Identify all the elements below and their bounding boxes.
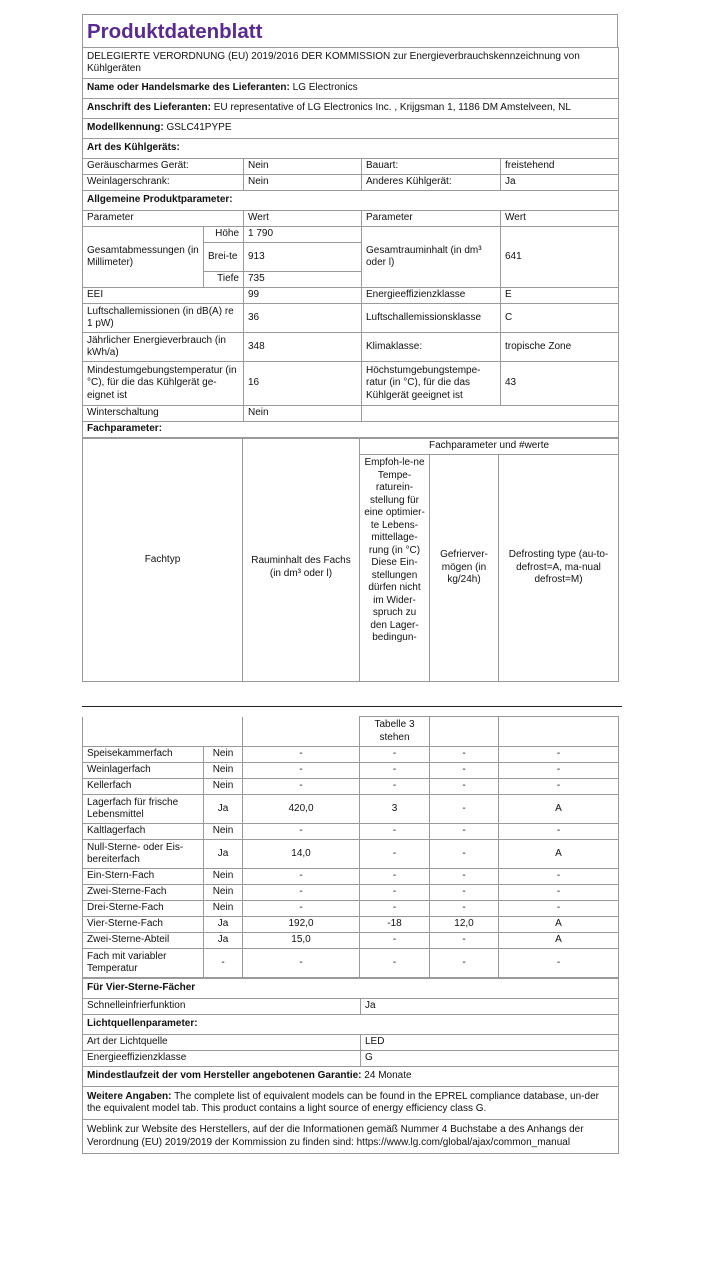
noise-value: 36 — [244, 304, 362, 333]
compartment-volume: - — [243, 869, 360, 885]
compartment-name: Kaltlagerfach — [83, 824, 204, 840]
compartment-freeze: - — [430, 795, 499, 824]
fast-freeze-label: Schnelleinfrierfunktion — [83, 999, 361, 1015]
annual-energy-value: 348 — [244, 333, 362, 362]
design-value: freistehend — [501, 159, 619, 175]
warranty-label: Mindestlaufzeit der vom Hersteller angebotenen Garantie: — [87, 1070, 362, 1082]
height-value: 1 790 — [244, 227, 362, 243]
compartment-present: Nein — [204, 763, 243, 779]
other-appliance-label: Anderes Kühlgerät: — [362, 175, 501, 191]
total-volume-value: 641 — [501, 227, 619, 288]
weblink-text: Weblink zur Website des Herstellers, auf der die Informationen gemäß Nummer 4 Buchstabe a des Anhangs der Verordnung (EU) 2019/2019 der Kommission zu finden sind: — [87, 1124, 584, 1148]
compartment-name: Vier-Sterne-Fach — [83, 917, 204, 933]
compartment-present: Nein — [204, 869, 243, 885]
datasheet-table-1 — [82, 47, 619, 438]
compartment-defrost: A — [499, 840, 619, 869]
low-noise-value: Nein — [244, 159, 362, 175]
compartment-name: Lagerfach für frische Lebensmittel — [83, 795, 204, 824]
design-label: Bauart: — [362, 159, 501, 175]
compartment-defrost: - — [499, 763, 619, 779]
compartment-defrost: A — [499, 795, 619, 824]
light-heading: Lichtquellenparameter: — [83, 1015, 619, 1035]
compartment-defrost: - — [499, 824, 619, 840]
compartment-name: Null-Sterne- oder Eis-bereiterfach — [83, 840, 204, 869]
compartment-defrost: - — [499, 949, 619, 978]
compartment-present: Nein — [204, 885, 243, 901]
compartment-row — [83, 779, 619, 795]
compartment-temp: - — [360, 747, 430, 763]
weblink-row — [83, 1120, 619, 1154]
width-value: 913 — [244, 243, 362, 272]
compartment-row — [83, 747, 619, 763]
compartment-name: Kellerfach — [83, 779, 204, 795]
compartment-temp: - — [360, 763, 430, 779]
compartment-volume: 14,0 — [243, 840, 360, 869]
regulation-text: DELEGIERTE VERORDNUNG (EU) 2019/2016 DER KOMMISSION zur Energieverbrauchskennzeichnung von Kühlgeräten — [83, 48, 619, 79]
compartment-present: Ja — [204, 917, 243, 933]
supplier-name-row — [83, 79, 619, 99]
noise-label: Luftschallemissionen (in dB(A) re 1 pW) — [83, 304, 244, 333]
compartment-row — [83, 933, 619, 949]
datasheet-title-box — [82, 14, 618, 47]
compartment-defrost: - — [499, 779, 619, 795]
compartment-temp: - — [360, 949, 430, 978]
compartment-group-header: Fachparameter und #werte — [360, 439, 619, 455]
additional-info-text: The complete list of equivalent models can be found in the EPREL compliance database, un-der the equivalent model tab. This product contains a light source of energy efficiency class G. — [87, 1090, 599, 1114]
empty-cell — [499, 717, 619, 747]
low-noise-label: Geräuscharmes Gerät: — [83, 159, 244, 175]
general-col-value-2: Wert — [501, 211, 619, 227]
compartment-volume: 420,0 — [243, 795, 360, 824]
total-volume-label: Gesamtrauminhalt (in dm³ oder l) — [362, 227, 501, 288]
product-datasheet — [82, 14, 618, 682]
page-title: Produktdatenblatt — [87, 20, 263, 43]
min-temp-label: Mindestumgebungstemperatur (in °C), für die das Kühlgerät ge-eignet ist — [83, 362, 244, 406]
model-label: Modellkennung: — [87, 122, 164, 134]
min-temp-value: 16 — [244, 362, 362, 406]
compartment-name: Fach mit variabler Temperatur — [83, 949, 204, 978]
energy-class-value: E — [501, 288, 619, 304]
additional-info-row — [83, 1087, 619, 1120]
light-class-value: G — [361, 1051, 619, 1067]
compartment-temp: -18 — [360, 917, 430, 933]
wine-cabinet-label: Weinlagerschrank: — [83, 175, 244, 191]
winter-switch-value: Nein — [244, 406, 362, 422]
compartment-volume: 192,0 — [243, 917, 360, 933]
compartment-defrost: A — [499, 933, 619, 949]
compartment-temp: - — [360, 901, 430, 917]
energy-class-label: Energieeffizienzklasse — [362, 288, 501, 304]
supplier-address-label: Anschrift des Lieferanten: — [87, 102, 211, 114]
compartment-volume: - — [243, 779, 360, 795]
warranty-row — [83, 1067, 619, 1087]
compartment-row — [83, 901, 619, 917]
compartment-freeze: - — [430, 869, 499, 885]
compartment-freeze: - — [430, 901, 499, 917]
climate-class-label: Klimaklasse: — [362, 333, 501, 362]
compartment-row — [83, 885, 619, 901]
model-row — [83, 119, 619, 139]
compartment-name: Speisekammerfach — [83, 747, 204, 763]
compartment-freeze: - — [430, 747, 499, 763]
four-star-heading: Für Vier-Sterne-Fächer — [83, 979, 619, 999]
empty-cell — [362, 406, 619, 422]
compartment-defrost: - — [499, 869, 619, 885]
compartment-temp: - — [360, 779, 430, 795]
compartment-volume: - — [243, 949, 360, 978]
compartment-temp: - — [360, 869, 430, 885]
compartment-defrost: - — [499, 885, 619, 901]
compartment-defrost-header: Defrosting type (au-to-defrost=A, ma-nual defrost=M) — [499, 455, 619, 682]
climate-class-value: tropische Zone — [501, 333, 619, 362]
compartment-present: Nein — [204, 901, 243, 917]
page-break-line — [82, 706, 622, 707]
compartment-temp: 3 — [360, 795, 430, 824]
compartment-present: Nein — [204, 824, 243, 840]
compartment-temp: - — [360, 933, 430, 949]
light-type-label: Art der Lichtquelle — [83, 1035, 361, 1051]
other-appliance-value: Ja — [501, 175, 619, 191]
compartment-volume: 15,0 — [243, 933, 360, 949]
light-type-value: LED — [361, 1035, 619, 1051]
compartment-present: Ja — [204, 840, 243, 869]
fast-freeze-value: Ja — [361, 999, 619, 1015]
max-temp-value: 43 — [501, 362, 619, 406]
weblink-url[interactable]: https://www.lg.com/global/ajax/common_manual — [356, 1136, 571, 1148]
warranty-value: 24 Monate — [364, 1070, 412, 1082]
compartment-volume: - — [243, 885, 360, 901]
compartment-name: Ein-Stern-Fach — [83, 869, 204, 885]
max-temp-label: Höchstumgebungstempe-ratur (in °C), für die das Kühlgerät geeignet ist — [362, 362, 501, 406]
compartment-row — [83, 949, 619, 978]
compartment-row — [83, 917, 619, 933]
compartment-freeze: - — [430, 824, 499, 840]
annual-energy-label: Jährlicher Energieverbrauch (in kWh/a) — [83, 333, 244, 362]
depth-value: 735 — [244, 272, 362, 288]
compartment-temp-header-cont: Tabelle 3 stehen — [360, 717, 430, 747]
compartment-volume: - — [243, 763, 360, 779]
compartment-heading: Fachparameter: — [83, 422, 619, 438]
compartment-temp: - — [360, 824, 430, 840]
noise-class-label: Luftschallemissionsklasse — [362, 304, 501, 333]
supplier-address: EU representative of LG Electronics Inc. , Krijgsman 1, 1186 DM Amstelveen, NL — [213, 102, 571, 114]
compartment-freeze: - — [430, 885, 499, 901]
datasheet-table-2 — [82, 978, 619, 1154]
datasheet-continued — [82, 716, 618, 1154]
compartment-row — [83, 869, 619, 885]
compartment-present: Nein — [204, 747, 243, 763]
compartment-defrost: - — [499, 747, 619, 763]
height-label: Höhe — [204, 227, 244, 243]
width-label: Brei-te — [204, 243, 244, 272]
compartment-row — [83, 840, 619, 869]
general-col-param-2: Parameter — [362, 211, 501, 227]
general-col-param: Parameter — [83, 211, 244, 227]
dimensions-label: Gesamtabmessungen (in Millimeter) — [83, 227, 204, 288]
compartment-present: Ja — [204, 795, 243, 824]
wine-cabinet-value: Nein — [244, 175, 362, 191]
depth-label: Tiefe — [204, 272, 244, 288]
compartment-present: - — [204, 949, 243, 978]
compartment-temp-header: Empfoh-le-ne Tempe-raturein-stellung für eine optimier-te Lebens-mittellage-rung (in °C) Diese Ein-stellungen dürfen nicht im Wider-spruch zu den Lager-bedingun- — [360, 455, 430, 682]
empty-cell — [243, 717, 360, 747]
compartment-temp: - — [360, 885, 430, 901]
compartment-type-header: Fachtyp — [83, 439, 243, 682]
empty-cell — [430, 717, 499, 747]
additional-info-label: Weitere Angaben: — [87, 1090, 172, 1102]
empty-cell — [83, 717, 243, 747]
winter-switch-label: Winterschaltung — [83, 406, 244, 422]
appliance-type-heading: Art des Kühlgeräts: — [83, 139, 619, 159]
compartment-freeze: - — [430, 779, 499, 795]
compartment-freeze: 12,0 — [430, 917, 499, 933]
compartment-header-table — [82, 438, 619, 682]
general-col-value: Wert — [244, 211, 362, 227]
compartment-name: Drei-Sterne-Fach — [83, 901, 204, 917]
compartment-temp: - — [360, 840, 430, 869]
supplier-name-label: Name oder Handelsmarke des Lieferanten: — [87, 82, 290, 94]
eei-value: 99 — [244, 288, 362, 304]
compartment-volume-header: Rauminhalt des Fachs (in dm³ oder l) — [243, 455, 360, 682]
compartment-row — [83, 824, 619, 840]
supplier-name: LG Electronics — [292, 82, 358, 94]
general-heading: Allgemeine Produktparameter: — [83, 191, 619, 211]
supplier-address-row — [83, 99, 619, 119]
compartment-volume: - — [243, 901, 360, 917]
light-class-label: Energieeffizienzklasse — [83, 1051, 361, 1067]
compartment-present: Nein — [204, 779, 243, 795]
compartment-row — [83, 763, 619, 779]
compartment-defrost: - — [499, 901, 619, 917]
compartment-freeze: - — [430, 763, 499, 779]
compartment-freeze: - — [430, 933, 499, 949]
compartment-name: Weinlagerfach — [83, 763, 204, 779]
compartment-table — [82, 716, 619, 978]
compartment-name: Zwei-Sterne-Abteil — [83, 933, 204, 949]
compartment-freeze: - — [430, 840, 499, 869]
compartment-present: Ja — [204, 933, 243, 949]
compartment-row — [83, 795, 619, 824]
compartment-freeze: - — [430, 949, 499, 978]
eei-label: EEI — [83, 288, 244, 304]
noise-class-value: C — [501, 304, 619, 333]
compartment-defrost: A — [499, 917, 619, 933]
compartment-volume: - — [243, 824, 360, 840]
compartment-freeze-header: Gefrierver-mögen (in kg/24h) — [430, 455, 499, 682]
model-id: GSLC41PYPE — [166, 122, 232, 134]
compartment-volume: - — [243, 747, 360, 763]
compartment-name: Zwei-Sterne-Fach — [83, 885, 204, 901]
